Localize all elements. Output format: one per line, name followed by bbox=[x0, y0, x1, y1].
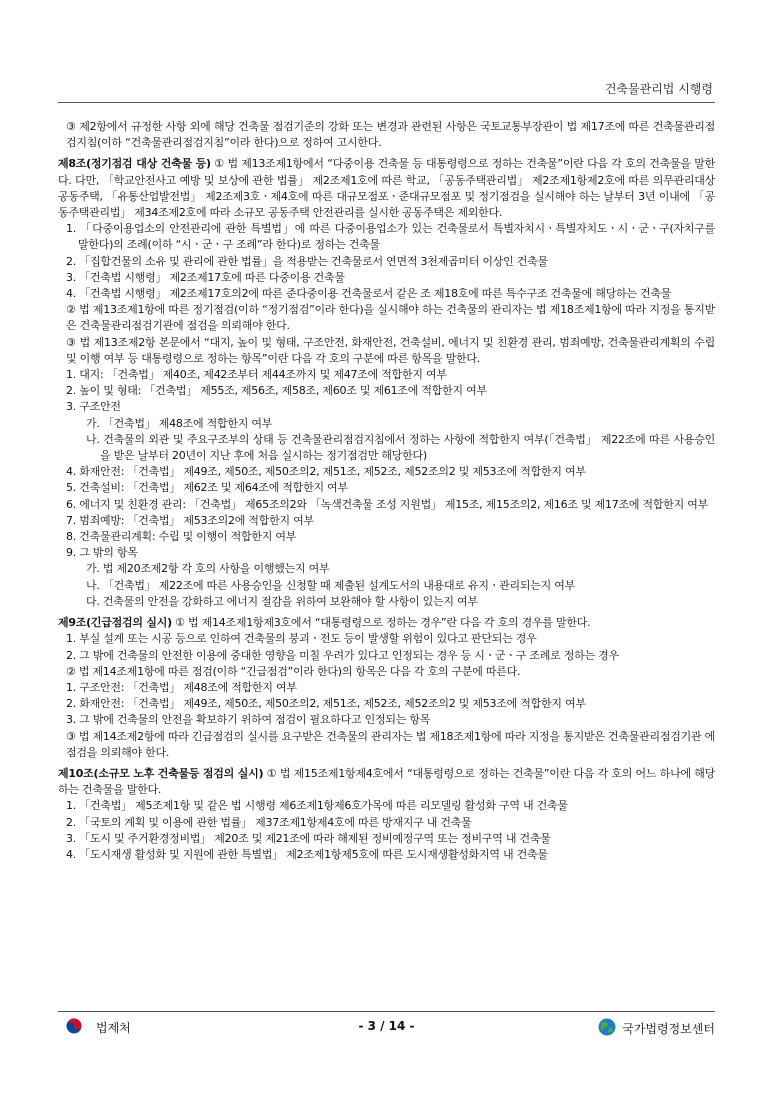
list-item: 1. 부실 설계 또는 시공 등으로 인하여 건축물의 붕괴ㆍ전도 등이 발생할 위험이 있다고 판단되는 경우 bbox=[66, 632, 537, 646]
sub-item: 나. 「건축법」 제22조에 따른 사용승인을 신청할 때 제출된 설계도서의 내용대로 유지ㆍ관리되는지 여부 bbox=[86, 578, 575, 592]
sub-item: 가. 「건축법」 제48조에 적합한지 여부 bbox=[86, 416, 273, 430]
article-title: 제8조(정기점검 대상 건축물 등) bbox=[58, 157, 211, 171]
paragraph: ① 법 제14조제1항제3호에서 “대통령령으로 정하는 경우”란 다음 각 호의 경우를 말한다. bbox=[171, 616, 591, 630]
list-item: 1. 구조안전: 「건축법」 제48조에 적합한지 여부 bbox=[66, 680, 297, 694]
list-item: 8. 건축물관리계획: 수립 및 이행이 적합한지 여부 bbox=[66, 530, 297, 544]
article-8 bbox=[58, 156, 715, 221]
paragraph: ② 법 제13조제1항에 따른 정기점검(이하 “정기점검”이라 한다)을 실시해야 하는 건축물의 관리자는 법 제18조제1항에 따라 지정을 통지받은 건축물관리점검기관에 점검을 의뢰해야 한다. bbox=[66, 303, 715, 333]
globe-logo-icon bbox=[598, 1018, 616, 1039]
article-title: 제10조(소규모 노후 건축물등 점검의 실시) bbox=[58, 766, 264, 780]
list-item: 3. 「도시 및 주거환경정비법」 제20조 및 제21조에 따라 해제된 정비예정구역 또는 정비구역 내 건축물 bbox=[66, 831, 551, 845]
list-item: 3. 「건축법 시행령」 제2조제17호에 따른 다중이용 건축물 bbox=[66, 270, 345, 284]
footer-left-label: 법제처 bbox=[96, 1021, 131, 1035]
footer-divider bbox=[58, 1011, 715, 1012]
footer-right-label: 국가법령정보센터 bbox=[622, 1022, 715, 1036]
article-9 bbox=[58, 615, 715, 631]
list-item: 2. 그 밖에 건축물의 안전한 이용에 중대한 영향을 미칠 우려가 있다고 인정되는 경우 등 시ㆍ군ㆍ구 조례로 정하는 경우 bbox=[66, 648, 619, 662]
list-item: 2. 화재안전: 「건축법」 제49조, 제50조, 제50조의2, 제51조, 제52조, 제52조의2 및 제53조에 적합한지 여부 bbox=[66, 697, 586, 711]
list-item: 3. 구조안전 bbox=[66, 400, 121, 414]
article-10 bbox=[58, 766, 715, 798]
header-title: 건축물관리법 시행령 bbox=[604, 82, 713, 96]
list-item: 1. 「건축법」 제5조제1항 및 같은 법 시행령 제6조제1항제6호가목에 따른 리모델링 활성화 구역 내 건축물 bbox=[66, 799, 568, 813]
list-item: 2. 높이 및 형태: 「건축법」 제55조, 제56조, 제58조, 제60조 및 제61조에 적합한지 여부 bbox=[66, 384, 487, 398]
list-item: 1. 대지: 「건축법」 제40조, 제42조부터 제44조까지 및 제47조에 적합한지 여부 bbox=[66, 368, 447, 382]
sub-item: 가. 법 제20조제2항 각 호의 사항을 이행했는지 여부 bbox=[86, 562, 330, 576]
list-item: 9. 그 밖의 항목 bbox=[66, 546, 138, 560]
paragraph: ③ 법 제13조제2항 본문에서 “대지, 높이 및 형태, 구조안전, 화재안전, 건축설비, 에너지 및 친환경 관리, 범죄예방, 건축물관리계획의 수립 및 이행 여부 등 대통령령으로 정하는 항목”이란 다음 각 호의 구분에 따른 항목을 말한다. bbox=[66, 335, 715, 365]
list-item: 7. 범죄예방: 「건축법」 제53조의2에 적합한지 여부 bbox=[66, 513, 314, 527]
sub-item: 나. 건축물의 외관 및 주요구조부의 상태 등 건축물관리점검지침에서 정하는 사항에 적합한지 여부(「건축법」 제22조에 따른 사용승인을 받은 날부터 20년이 지난 후에 처음 실시하는 정기점검만 해당한다) bbox=[86, 432, 715, 463]
sub-item: 다. 건축물의 안전을 강화하고 에너지 절감을 위하여 보완해야 할 사항이 있는지 여부 bbox=[86, 594, 478, 608]
page-number: - 3 / 14 - bbox=[358, 1019, 415, 1033]
list-item: 4. 화재안전: 「건축법」 제49조, 제50조, 제50조의2, 제51조, 제52조, 제52조의2 및 제53조에 적합한지 여부 bbox=[66, 465, 586, 479]
list-item: 2. 「국토의 계획 및 이용에 관한 법률」 제37조제1항제4호에 따른 방재지구 내 건축물 bbox=[66, 815, 472, 829]
paragraph: ① 법 제13조제1항에서 “다중이용 건축물 등 대통령령으로 정하는 건축물”이란 다음 각 호의 건축물을 말한다. 다만, 「학교안전사고 예방 및 보상에 관한 법률」 제2조제1호에 따른 학교, 「공동주택관리법」 제2조제1항제2호에 따른 의무관리대상 공동주택, 「유통산업발전법」 제2조제3호ㆍ제4호에 따른 대규모점포ㆍ준대규모점포 및 정기점검을 실시해야 하는 날부터 3년 이내에 「공동주택관리법」 제34조제2호에 따라 소규모 공동주택 안전관리를 실시한 공동주택은 제외한다. bbox=[58, 157, 715, 220]
paragraph: ① 법 제15조제1항제4호에서 “대통령령으로 정하는 건축물”이란 다음 각 호의 어느 하나에 해당하는 건축물을 말한다. bbox=[58, 766, 715, 797]
list-item: 6. 에너지 및 친환경 관리: 「건축법」 제65조의2와 「녹색건축물 조성 지원법」 제15조, 제15조의2, 제16조 및 제17조에 적합한지 여부 bbox=[66, 497, 709, 511]
list-item: 1. 「다중이용업소의 안전관리에 관한 특별법」에 따른 다중이용업소가 있는 건축물로서 특별자치시ㆍ특별자치도ㆍ시ㆍ군ㆍ구(자치구를 말한다)의 조례(이하 “시ㆍ군ㆍ구 조례”라 한다)로 정하는 건축물 bbox=[66, 222, 715, 252]
list-item: 3. 그 밖에 건축물의 안전을 확보하기 위하여 점검이 필요하다고 인정되는 항목 bbox=[66, 713, 431, 727]
footer-right bbox=[598, 1018, 715, 1039]
paragraph: ③ 법 제14조제2항에 따라 긴급점검의 실시를 요구받은 건축물의 관리자는 법 제18조제1항에 따라 지정을 통지받은 건축물관리점검기관 에 점검을 의뢰해야 한다. bbox=[66, 729, 715, 759]
list-item: 4. 「도시재생 활성화 및 지원에 관한 특별법」 제2조제1항제5호에 따른 도시재생활성화지역 내 건축물 bbox=[66, 847, 548, 861]
document-body bbox=[58, 119, 715, 863]
list-item: 5. 건축설비: 「건축법」 제62조 및 제64조에 적합한지 여부 bbox=[66, 481, 348, 495]
article-title: 제9조(긴급점검의 실시) bbox=[58, 616, 172, 630]
header-divider bbox=[58, 102, 715, 103]
page-footer bbox=[58, 1016, 715, 1038]
list-item: 2. 「집합건물의 소유 및 관리에 관한 법률」을 적용받는 건축물로서 연면적 3천제곱미터 이상인 건축물 bbox=[66, 254, 548, 268]
paragraph: ② 법 제14조제1항에 따른 점검(이하 “긴급점검”이라 한다)의 항목은 다음 각 호의 구분에 따른다. bbox=[66, 664, 521, 678]
paragraph: ③ 제2항에서 규정한 사항 외에 해당 건축물 점검기준의 강화 또는 변경과 관련된 사항은 국토교통부장관이 법 제17조에 따른 건축물관리점검지침(이하 “건축물관리점검지침”이라 한다)으로 정하여 고시한다. bbox=[66, 120, 715, 150]
list-item: 4. 「건축법 시행령」 제2조제17호의2에 따른 준다중이용 건축물로서 같은 조 제18호에 따른 특수구조 건축물에 해당하는 건축물 bbox=[66, 287, 672, 301]
